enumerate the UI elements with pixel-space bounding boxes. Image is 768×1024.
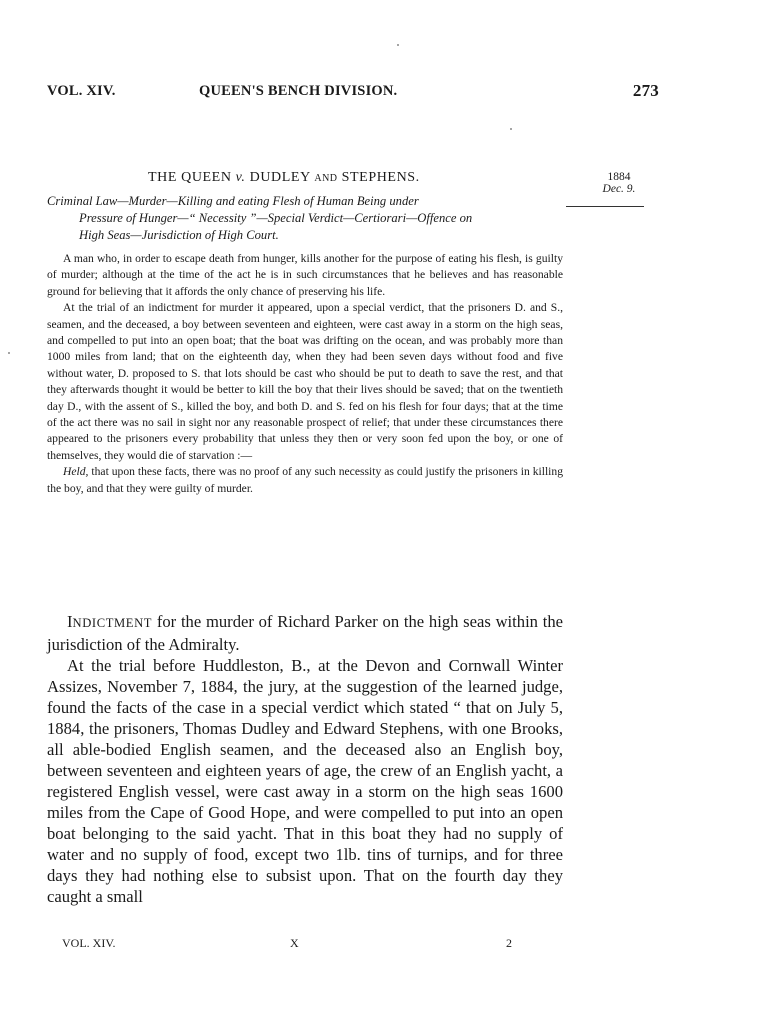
catchwords-line-2: Pressure of Hunger—“ Necessity ”—Special Verdict—Certiorari—Offence on (79, 211, 473, 225)
scan-speck (510, 128, 512, 130)
scan-speck (8, 352, 10, 354)
margin-rule (566, 206, 644, 207)
margin-year: 1884 (607, 171, 631, 183)
running-header (47, 83, 659, 105)
report-body (47, 611, 563, 907)
margin-date: Dec. 9. (602, 183, 636, 195)
catchwords (47, 193, 567, 244)
body-paragraph-1 (47, 611, 563, 655)
footer-signature: X (290, 936, 299, 950)
body-paragraph-1-text: for the murder of Richard Parker on the high seas within the jurisdiction of the Admiralty. (47, 612, 563, 654)
footer-volume: VOL. XIV. (62, 936, 116, 950)
headnote-paragraph-3 (47, 464, 563, 497)
case-title-and: AND (314, 173, 338, 184)
case-title-part3: STEPHENS. (337, 170, 420, 185)
headnote-paragraph-1: A man who, in order to escape death from hunger, kills another for the purpose of eating his flesh, is guilty of murder; although at the time of the act he is in such circumstances that he believes and has reasonable ground for believing that it affords the only chance of preserving his life. (47, 252, 563, 298)
case-title-part1: THE QUEEN (148, 170, 236, 185)
held-word: Held, (63, 465, 89, 479)
case-title (148, 170, 478, 186)
headnote-paragraph-2: At the trial of an indictment for murder it appeared, upon a special verdict, that the prisoners D. and S., seamen, and the deceased, a boy between seventeen and eighteen, were cast away in a storm on the high seas, and compelled to put into an open boat; that the boat was drifting on the ocean, and was probably more than 1000 miles from land; that on the eighteenth day, when they had been seven days without food and five without water, D. proposed to S. that lots should be cast who should be put to death to save the rest, and that they afterwards thought it would be better to kill the boy that their lives should be saved; that on the twentieth day D., with the assent of S., killed the boy, and both D. and S. fed on his flesh for four days; that at the time of the act there was no sail in sight nor any reasonable prospect of relief; that under these circumstances there appeared to the prisoners every probability that unless they then or very soon fed upon the boy, or one of themselves, they would die of starvation :— (47, 301, 563, 462)
page-number: 273 (632, 81, 659, 100)
catchwords-line-1: Criminal Law—Murder—Killing and eating Flesh of Human Being under (47, 194, 419, 208)
page-footer (62, 936, 512, 952)
case-title-part2: DUDLEY (245, 170, 315, 185)
header-court: QUEEN'S BENCH DIVISION. (199, 83, 398, 99)
indictment-initial: I (67, 612, 73, 631)
header-volume: VOL. XIV. (47, 83, 116, 99)
catchwords-line-3: High Seas—Jurisdiction of High Court. (79, 228, 279, 242)
scan-speck (397, 44, 399, 46)
headnote (47, 251, 563, 497)
body-paragraph-2: At the trial before Huddleston, B., at the Devon and Cornwall Winter Assizes, November 7, 1884, the jury, at the suggestion of the learned judge, found the facts of the case in a special verdict which stated “ that on July 5, 1884, the prisoners, Thomas Dudley and Edward Stephens, with one Brooks, all able-bodied English seamen, and the deceased also an English boy, between seventeen and eighteen years of age, the crew of an English yacht, a registered English vessel, were cast away in a storm on the high seas 1600 miles from the Cape of Good Hope, and were compelled to put into an open boat belonging to the said yacht. That in this boat they had no supply of water and no supply of food, except two 1lb. tins of turnips, and for three days they had nothing else to subsist upon. That on the fourth day they caught a small (47, 656, 563, 906)
margin-note (594, 171, 644, 195)
held-text: that upon these facts, there was no proof of any such necessity as could justify the prisoners in killing the boy, and that they were guilty of murder. (47, 465, 563, 495)
indictment-smallcaps: NDICTMENT (72, 616, 153, 630)
case-title-versus: v. (235, 170, 246, 185)
footer-number: 2 (506, 936, 512, 950)
